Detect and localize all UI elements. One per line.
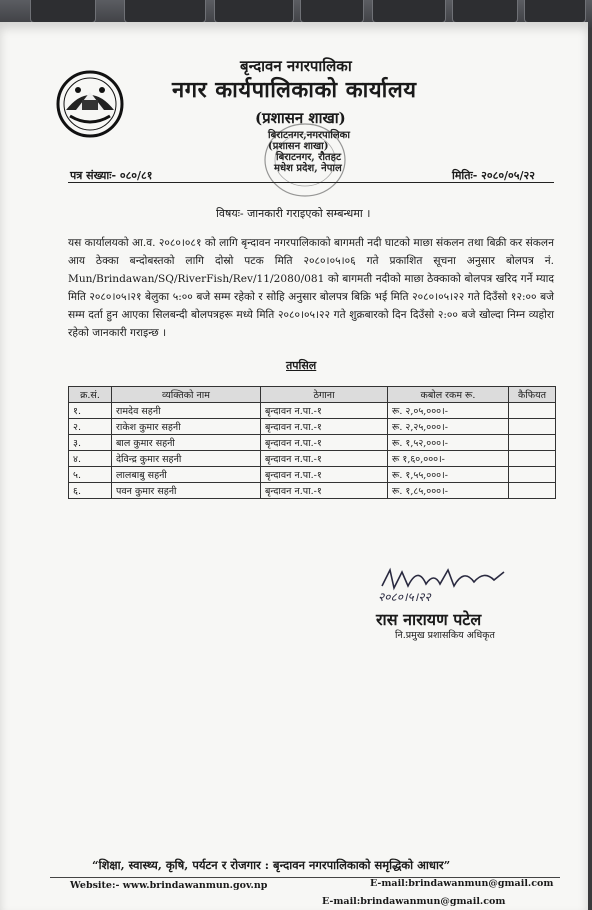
table-row bbox=[69, 419, 556, 435]
cell-name: रामदेव सहनी bbox=[112, 403, 261, 419]
signatory-name: रास नारायण पटेल bbox=[376, 610, 482, 629]
cell-remarks bbox=[509, 467, 556, 483]
cell-address: बृन्दावन न.पा.-१ bbox=[261, 435, 388, 451]
cell-amount: रू. २,२५,०००।- bbox=[388, 419, 509, 435]
cell-name: बाल कुमार सहनी bbox=[112, 435, 261, 451]
header-address: ठेगाना bbox=[261, 387, 388, 403]
footer-slogan: “शिक्षा, स्वास्थ्य, कृषि, पर्यटन र रोजगार : बृन्दावन नगरपालिकाको समृद्धिको आधार” bbox=[92, 858, 451, 872]
office-title: नगर कार्यपालिकाको कार्यालय bbox=[172, 77, 417, 103]
cell-address: बृन्दावन न.पा.-१ bbox=[261, 467, 388, 483]
letter-date: मितिः- २०८०/०५/२२ bbox=[452, 169, 535, 182]
keyboard-key bbox=[524, 0, 586, 23]
table-header-row bbox=[69, 387, 556, 403]
table-row bbox=[69, 403, 556, 419]
cell-amount: रू. १,८५,०००।- bbox=[388, 483, 509, 499]
stamp-text bbox=[268, 130, 350, 174]
stamp-line: बिराटनगर,नगरपालिका bbox=[268, 130, 350, 141]
subject-line: विषयः- जानकारी गराइएको सम्बन्धमा । bbox=[216, 207, 371, 220]
branch-name: (प्रशासन शाखा) bbox=[255, 109, 346, 127]
cell-address: बृन्दावन न.पा.-१ bbox=[261, 403, 388, 419]
cell-serial: ३. bbox=[69, 435, 112, 451]
cell-name: राकेश कुमार सहनी bbox=[112, 419, 261, 435]
cell-name: लालबाबु सहनी bbox=[112, 467, 261, 483]
cell-remarks bbox=[509, 483, 556, 499]
cell-amount: रू. १,५२,०००।- bbox=[388, 435, 509, 451]
header-amount: कबोल रकम रू. bbox=[388, 387, 509, 403]
keyboard-key bbox=[30, 0, 96, 23]
cell-serial: ६. bbox=[69, 483, 112, 499]
cell-amount: रू. १,५५,०००।- bbox=[388, 467, 509, 483]
cell-amount: रू १,६०,०००।- bbox=[388, 451, 509, 467]
signature-date: २०८०।५।२२ bbox=[378, 590, 431, 604]
header-serial: क्र.सं. bbox=[69, 387, 112, 403]
bid-table bbox=[68, 386, 556, 499]
cell-remarks bbox=[509, 451, 556, 467]
stamp-line: मधेश प्रदेश, नेपाल bbox=[274, 163, 342, 174]
table-row bbox=[69, 467, 556, 483]
reference-number: पत्र संख्याः- ०८०/८१ bbox=[70, 169, 153, 182]
cell-address: बृन्दावन न.पा.-१ bbox=[261, 451, 388, 467]
nepal-emblem-logo-icon bbox=[56, 70, 124, 138]
header-name: व्यक्तिको नाम bbox=[112, 387, 261, 403]
keyboard-key bbox=[372, 0, 446, 23]
stamp-line: (प्रशासन शाखा) bbox=[268, 141, 329, 152]
email-link[interactable]: E-mail:brindawanmun@gmail.com bbox=[370, 878, 554, 889]
keyboard-key bbox=[214, 0, 294, 23]
keyboard-key bbox=[300, 0, 364, 23]
email-link-duplicate[interactable]: E-mail:brindawanmun@gmail.com bbox=[322, 896, 506, 907]
cell-remarks bbox=[509, 435, 556, 451]
header-remarks: कैफियत bbox=[509, 387, 556, 403]
cell-remarks bbox=[509, 403, 556, 419]
website-link[interactable]: Website:- www.brindawanmun.gov.np bbox=[70, 880, 268, 891]
table-row bbox=[69, 483, 556, 499]
cell-name: पवन कुमार सहनी bbox=[112, 483, 261, 499]
keyboard-key bbox=[452, 0, 518, 23]
cell-serial: १. bbox=[69, 403, 112, 419]
stamp-line: बिराटनगर, रौतहट bbox=[276, 152, 341, 163]
cell-amount: रू. २,०५,०००।- bbox=[388, 403, 509, 419]
header-divider bbox=[68, 182, 554, 183]
cell-name: देविन्द्र कुमार सहनी bbox=[112, 451, 261, 467]
table-row bbox=[69, 451, 556, 467]
cell-serial: २. bbox=[69, 419, 112, 435]
letter-body: यस कार्यालयको आ.व. २०८०।०८१ को लागि बृन्दावन नगरपालिकाको बागमती नदी घाटको माछा संकलन तथा बिक्री कर संकलन आय ठेक्का बन्दोबस्तको लागि दोस्रो पटक मिति २०८०।०५।०६ गते प्रकाशित सूचना अनुसार बोलपत्र नं. Mun/Brindawan/SQ/RiverFish/Rev/11/2080/081 को बागमती नदीको माछा ठेक्काको बोलपत्र खरिद गर्ने म्याद मिति २०८०।०५।२१ बेलुका ५:०० बजे सम्म रहेको र सोहि अनुसार बोलपत्र बिक्रि भई मिति २०८०।०५।२२ गते दिउँसो १२:०० बजे सम्म दर्ता हुन आएका सिलबन्दी बोलपत्रहरू मध्ये मिति २०८०।०५।२२ गते शुक्रबारको दिन दिउँसो २:०० बजे खोल्दा निम्न व्यहोरा रहेको जानकारी गराइन्छ । bbox=[68, 237, 554, 339]
signatory-title: नि.प्रमुख प्रशासकिय अधिकृत bbox=[395, 630, 495, 641]
letter-page bbox=[0, 22, 588, 910]
cell-remarks bbox=[509, 419, 556, 435]
table-row bbox=[69, 435, 556, 451]
keyboard-key bbox=[124, 0, 206, 23]
cell-address: बृन्दावन न.पा.-१ bbox=[261, 419, 388, 435]
cell-address: बृन्दावन न.पा.-१ bbox=[261, 483, 388, 499]
details-heading: तपसिल bbox=[286, 359, 317, 372]
cell-serial: ५. bbox=[69, 467, 112, 483]
cell-serial: ४. bbox=[69, 451, 112, 467]
municipality-name: बृन्दावन नगरपालिका bbox=[240, 57, 352, 75]
